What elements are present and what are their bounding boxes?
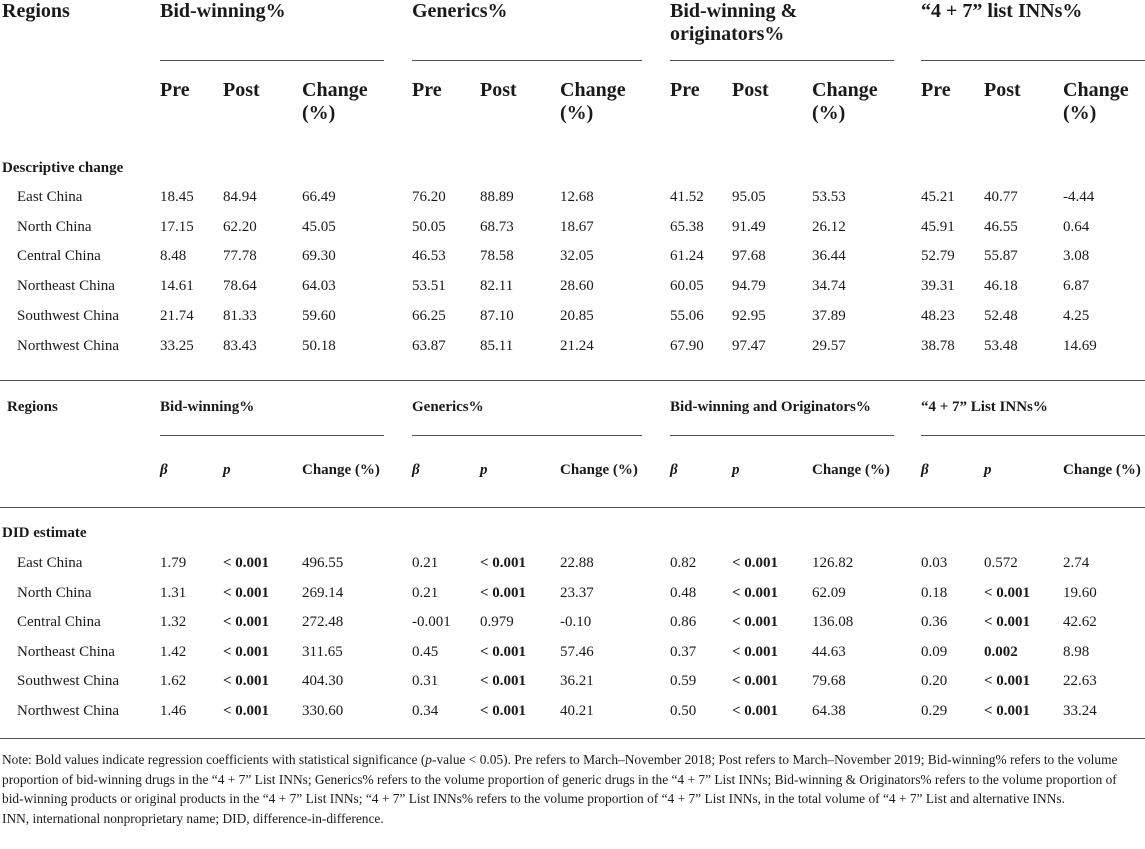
table-cell: < 0.001	[480, 703, 527, 719]
table-cell: 50.18	[302, 337, 336, 354]
table-cell: < 0.001	[223, 673, 270, 690]
table-cell: 496.55	[302, 555, 344, 571]
table-cell: 0.82	[670, 555, 697, 571]
table-cell: 95.05	[732, 189, 766, 205]
top-group-generics: Generics%	[412, 0, 508, 22]
table-cell: 12.68	[560, 189, 594, 205]
sub-change-unit: (%)	[560, 102, 594, 124]
table-cell: 23.37	[560, 584, 594, 601]
table-cell: 126.82	[812, 555, 854, 571]
table-cell: 0.21	[412, 555, 439, 571]
table-cell: 85.11	[480, 337, 514, 354]
table-cell: 311.65	[302, 643, 343, 660]
table-cell: 78.58	[480, 248, 514, 265]
table-cell: 4.25	[1063, 307, 1090, 324]
table-cell: 19.60	[1063, 584, 1097, 601]
sub-p: p	[480, 462, 488, 478]
table-cell: 52.48	[984, 307, 1018, 324]
table-cell: 67.90	[670, 337, 704, 354]
sub-post: Post	[984, 79, 1021, 101]
bottom-group-rule-3	[670, 435, 894, 436]
table-cell: 20.85	[560, 307, 594, 324]
sub-change: Change	[302, 79, 368, 101]
table-cell: < 0.001	[984, 673, 1031, 690]
table-cell: 0.21	[412, 584, 439, 601]
sub-change-pct: Change (%)	[812, 462, 890, 478]
table-cell: < 0.001	[984, 703, 1031, 719]
table-cell: 44.63	[812, 643, 846, 660]
table-cell: 55.87	[984, 248, 1018, 265]
table-cell: 0.36	[921, 614, 948, 631]
table-cell: 21.24	[560, 337, 594, 354]
bottom-regions-header: Regions	[7, 399, 58, 415]
sub-change: Change	[1063, 79, 1129, 101]
table-cell: 82.11	[480, 278, 514, 295]
row-region: Northwest China	[17, 703, 120, 719]
table-cell: 62.20	[223, 218, 257, 235]
table-cell: 32.05	[560, 248, 594, 265]
table-cell: 404.30	[302, 673, 344, 690]
table-cell: 29.57	[812, 337, 846, 354]
table-cell: < 0.001	[984, 584, 1031, 601]
row-region: Southwest China	[17, 307, 120, 324]
table-cell: 22.88	[560, 555, 594, 571]
table-cell: 42.62	[1063, 614, 1097, 631]
table-cell: 88.89	[480, 189, 514, 205]
table-cell: < 0.001	[732, 584, 779, 601]
table-cell: 40.77	[984, 189, 1018, 205]
table-cell: < 0.001	[223, 555, 270, 571]
table-cell: 1.32	[160, 614, 187, 631]
table-cell: 37.89	[812, 307, 846, 324]
table-cell: 84.94	[223, 189, 257, 205]
table-cell: 1.79	[160, 555, 187, 571]
table-cell: 53.51	[412, 278, 446, 295]
table-cell: < 0.001	[732, 614, 779, 631]
table-cell: 0.979	[480, 614, 514, 631]
top-regions-header: Regions	[2, 0, 70, 22]
table-cell: 8.48	[160, 248, 187, 265]
table-cell: 1.46	[160, 703, 187, 719]
section-did-estimate: DID estimate	[2, 525, 87, 541]
sub-change-pct: Change (%)	[302, 462, 380, 478]
sub-post: Post	[732, 79, 769, 101]
sub-pre: Pre	[160, 79, 190, 101]
table-cell: 0.03	[921, 555, 948, 571]
row-region: Northeast China	[17, 278, 115, 295]
table-cell: 66.25	[412, 307, 446, 324]
table-cell: 272.48	[302, 614, 344, 631]
table-cell: 0.50	[670, 703, 697, 719]
table-cell: 0.002	[984, 643, 1018, 660]
table-cell: 66.49	[302, 189, 336, 205]
sub-pre: Pre	[412, 79, 442, 101]
table-cell: 22.63	[1063, 673, 1097, 690]
table-cell: 57.46	[560, 643, 594, 660]
sub-change-unit: (%)	[302, 102, 336, 124]
table-cell: 83.43	[223, 337, 257, 354]
row-region: East China	[17, 555, 83, 571]
table-cell: 8.98	[1063, 643, 1090, 660]
table-cell: 2.74	[1063, 555, 1090, 571]
sub-p: p	[984, 462, 992, 478]
table-cell: < 0.001	[223, 703, 270, 719]
table-cell: 3.08	[1063, 248, 1090, 265]
row-region: Northwest China	[17, 337, 120, 354]
sub-beta: β	[412, 462, 420, 478]
table-cell: 53.53	[812, 189, 846, 205]
table-cell: 76.20	[412, 189, 446, 205]
table-cell: < 0.001	[480, 643, 527, 660]
table-cell: 81.33	[223, 307, 257, 324]
sub-change: Change	[812, 79, 878, 101]
bottom-group-generics: Generics%	[412, 399, 484, 415]
table-cell: 0.86	[670, 614, 697, 631]
table-cell: 36.44	[812, 248, 846, 265]
table-cell: 1.62	[160, 673, 187, 690]
bottom-header-rule	[0, 507, 1145, 508]
table-cell: 33.24	[1063, 703, 1097, 719]
top-group-rule-4	[921, 60, 1145, 61]
sub-change-pct: Change (%)	[1063, 462, 1141, 478]
table-cell: 0.18	[921, 584, 948, 601]
sub-beta: β	[160, 462, 168, 478]
table-cell: 92.95	[732, 307, 766, 324]
table-cell: 46.18	[984, 278, 1018, 295]
table-cell: 45.91	[921, 218, 955, 235]
table-cell: 0.09	[921, 643, 948, 660]
table-cell: 77.78	[223, 248, 257, 265]
top-group-rule-1	[160, 60, 384, 61]
table-cell: 97.47	[732, 337, 766, 354]
table-cell: < 0.001	[732, 555, 779, 571]
table-cell: 36.21	[560, 673, 594, 690]
table-cell: < 0.001	[732, 673, 779, 690]
table-cell: 40.21	[560, 703, 594, 719]
table-cell: 97.68	[732, 248, 766, 265]
table-cell: 52.79	[921, 248, 955, 265]
table-cell: < 0.001	[984, 614, 1031, 631]
table-cell: 0.64	[1063, 218, 1090, 235]
section-descriptive-change: Descriptive change	[2, 160, 124, 176]
table-cell: 0.37	[670, 643, 697, 660]
table-cell: 1.31	[160, 584, 187, 601]
table-cell: 1.42	[160, 643, 187, 660]
note-text-1: Note: Bold values indicate regression coefficients with statistical significance (	[2, 752, 426, 767]
bottom-group-list-inns: “4 + 7” List INNs%	[921, 399, 1048, 415]
sub-change-unit: (%)	[812, 102, 846, 124]
table-cell: 41.52	[670, 189, 704, 205]
table-cell: 59.60	[302, 307, 336, 324]
top-group-bid-originators-line2: originators%	[670, 23, 785, 45]
table-cell: 0.34	[412, 703, 439, 719]
table-cell: 18.67	[560, 218, 594, 235]
table-cell: -0.001	[412, 614, 451, 631]
table-cell: < 0.001	[732, 703, 779, 719]
row-region: North China	[17, 218, 92, 235]
bottom-group-bid-winning: Bid-winning%	[160, 399, 255, 415]
table-cell: -4.44	[1063, 189, 1095, 205]
table-cell: 34.74	[812, 278, 846, 295]
table-note	[2, 750, 1140, 828]
table-cell: 0.29	[921, 703, 948, 719]
table-cell: 45.21	[921, 189, 955, 205]
table-cell: < 0.001	[480, 555, 527, 571]
table-cell: 18.45	[160, 189, 194, 205]
table-cell: 94.79	[732, 278, 766, 295]
table-cell: 69.30	[302, 248, 336, 265]
table-cell: 45.05	[302, 218, 336, 235]
table-cell: 33.25	[160, 337, 194, 354]
sub-post: Post	[480, 79, 517, 101]
table-cell: 53.48	[984, 337, 1018, 354]
top-group-list-inns: “4 + 7” list INNs%	[921, 0, 1083, 22]
top-group-bid-winning: Bid-winning%	[160, 0, 286, 22]
table-cell: 78.64	[223, 278, 257, 295]
table-cell: 87.10	[480, 307, 514, 324]
top-group-rule-2	[412, 60, 642, 61]
table-divider	[0, 380, 1145, 381]
table-cell: 17.15	[160, 218, 194, 235]
table-cell: 21.74	[160, 307, 194, 324]
sub-beta: β	[921, 462, 929, 478]
row-region: Central China	[17, 614, 101, 631]
sub-beta: β	[670, 462, 678, 478]
table-cell: 330.60	[302, 703, 344, 719]
table-cell: 6.87	[1063, 278, 1090, 295]
table-cell: 91.49	[732, 218, 766, 235]
row-region: North China	[17, 584, 92, 601]
table-cell: 60.05	[670, 278, 704, 295]
bottom-group-bid-originators: Bid-winning and Originators%	[670, 399, 871, 415]
table-cell: 46.53	[412, 248, 446, 265]
note-text-2: -value < 0.05). Pre refers to March–November 2018; Post refers to March–November 2019; Bid-winning% refers to the volume proportion of bid-winning drugs in the “4 + 7” List INNs; Generics% refers to the volume proportion of generic drugs in the “4 + 7” List INNs; Bid-winning & Originators% refers to the volume proportion of bid-winning products or original products in the “4 + 7” List INNs; “4 + 7” List INNs% refers to the volume proportion of “4 + 7” List INNs, in the total volume of “4 + 7” List and alternative INNs.	[2, 752, 1118, 807]
table-cell: 50.05	[412, 218, 446, 235]
row-region: East China	[17, 189, 83, 205]
table-cell: 0.572	[984, 555, 1018, 571]
table-cell: 0.31	[412, 673, 439, 690]
table-cell: 48.23	[921, 307, 955, 324]
table-cell: 64.38	[812, 703, 846, 719]
table-cell: 63.87	[412, 337, 446, 354]
table-cell: -0.10	[560, 614, 592, 631]
table-cell: < 0.001	[223, 643, 270, 660]
note-p-italic: p	[425, 752, 432, 767]
row-region: Southwest China	[17, 673, 120, 690]
table-cell: 55.06	[670, 307, 704, 324]
sub-change: Change	[560, 79, 626, 101]
table-cell: < 0.001	[480, 673, 527, 690]
table-cell: 46.55	[984, 218, 1018, 235]
table-cell: 38.78	[921, 337, 955, 354]
table-cell: 65.38	[670, 218, 704, 235]
table-cell: < 0.001	[732, 643, 779, 660]
table-cell: 269.14	[302, 584, 344, 601]
bottom-group-rule-1	[160, 435, 384, 436]
bottom-group-rule-4	[921, 435, 1145, 436]
sub-pre: Pre	[670, 79, 700, 101]
table-cell: 68.73	[480, 218, 514, 235]
table-cell: 64.03	[302, 278, 336, 295]
table-cell: 0.59	[670, 673, 697, 690]
table-cell: 14.69	[1063, 337, 1097, 354]
table-cell: < 0.001	[223, 614, 270, 631]
table-cell: < 0.001	[223, 584, 270, 601]
top-group-bid-originators: Bid-winning &	[670, 0, 798, 22]
sub-p: p	[223, 462, 231, 478]
top-group-rule-3	[670, 60, 894, 61]
sub-change-pct: Change (%)	[560, 462, 638, 478]
table-cell: 0.45	[412, 643, 439, 660]
table-cell: 62.09	[812, 584, 846, 601]
table-cell: 136.08	[812, 614, 854, 631]
row-region: Northeast China	[17, 643, 115, 660]
table-cell: 79.68	[812, 673, 846, 690]
note-rule	[0, 738, 1145, 739]
sub-p: p	[732, 462, 740, 478]
table-cell: 61.24	[670, 248, 704, 265]
table-cell: < 0.001	[480, 584, 527, 601]
table-cell: 14.61	[160, 278, 194, 295]
sub-pre: Pre	[921, 79, 951, 101]
bottom-group-rule-2	[412, 435, 642, 436]
sub-post: Post	[223, 79, 260, 101]
table-cell: 28.60	[560, 278, 594, 295]
note-abbreviations: INN, international nonproprietary name; DID, difference-in-difference.	[2, 810, 384, 826]
sub-change-unit: (%)	[1063, 102, 1097, 124]
table-cell: 0.48	[670, 584, 697, 601]
table-cell: 0.20	[921, 673, 948, 690]
table-cell: 39.31	[921, 278, 955, 295]
table-cell: 26.12	[812, 218, 846, 235]
row-region: Central China	[17, 248, 101, 265]
